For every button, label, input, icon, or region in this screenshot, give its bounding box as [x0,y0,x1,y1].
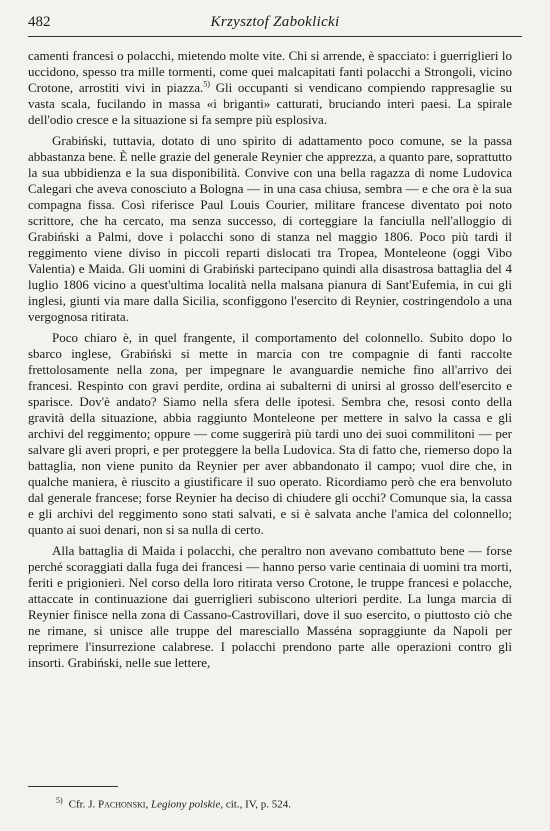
body-text [28,48,512,676]
footnote-prefix: Cfr. J. [68,798,99,811]
paragraph-text: camenti francesi o polacchi, mietendo molte vite. Chi si arrende, è spacciato: i guerriglieri lo uccidono, spesso tra mille tormenti, come quei malcapitati fanti polacchi a Strongoli, vicino Crotone, arrostiti vivi in piazza. [28,48,512,95]
footnote-author: Pachonski [98,798,146,811]
footnote-separator: , [145,798,151,811]
footnote [56,796,291,811]
footnote-number: 5) [56,796,63,805]
footnote-suffix: , cit., IV, p. 524. [220,798,292,811]
page-number: 482 [28,14,51,30]
footnote-rule [28,786,118,787]
running-head: Krzysztof Zaboklicki [210,14,340,30]
paragraph: Alla battaglia di Maida i polacchi, che peraltro non avevano combattuto bene — forse perché scoraggiati dalla fuga dei francesi — hanno perso varie centinaia di uomini tra morti, feriti e prigionieri. Nel corso della loro ritirata verso Crotone, le truppe francesi e polacche, attaccate in continuazione dai guerriglieri subiscono ulteriori perdite. La lunga marcia di Reynier finisce nella zona di Cassano-Castrovillari, dove il suo esercito, o piuttosto ciò che ne rimane, si unisce alle truppe del maresciallo Masséna sopraggiunte da Napoli per reprimere l'insurrezione calabrese. I polacchi prendono parte alle operazioni contro gli insorti. Grabiński, nelle sue lettere, [28,543,512,670]
paragraph: Grabiński, tuttavia, dotato di uno spirito di adattamento poco comune, se la passa abbastanza bene. È nelle grazie del generale Reynier che apprezza, a quanto pare, soprattutto la sua ubbidienza e la sua disponibilità. Convive con una bella ragazza di nome Ludovica Calegari che aveva conosciuto a Bologna — in una casa chiusa, sembra — e che ora è la sua compagna fissa. Così riferisce Paul Louis Courier, militare francese diventato poi noto scrittore, che ha cercato, ma senza successo, di corteggiare la fanciulla nell'alloggio di Grabiński a Palmi, dove i polacchi sono di stanza nel maggio 1806. Poco più tardi il reggimento viene diviso in piccoli reparti dislocati tra Tropea, Monteleone (oggi Vibo Valentia) e Maida. Gli uomini di Grabiński partecipano quindi alla disastrosa battaglia del 4 luglio 1806 vicino a quest'ultima località nella malsana pianura di Sant'Eufemia, in cui gli inglesi, giunti via mare dalla Sicilia, sconfiggono l'esercito di Reynier, costringendolo a una vergognosa ritirata. [28,133,512,324]
paragraph [28,48,512,128]
footnote-ref: 5) [203,79,210,89]
paragraph: Poco chiaro è, in quel frangente, il comportamento del colonnello. Subito dopo lo sbarco inglese, Grabiński si mette in marcia con tre compagnie di fanti raccolte frettolosamente nella zona, per impegnare le avanguardie nemiche fino all'arrivo dei francesi. Respinto con gravi perdite, ordina ai subalterni di unirsi al grosso dell'esercito e sparisce. Dov'è andato? Siamo nella sfera delle ipotesi. Sembra che, resosi conto della gravità della situazione, abbia raggiunto Monteleone per mettere in salvo la cassa e gli archivi del reggimento; oppure — come suggerirà più tardi uno dei suoi commilitoni — per salvare gli averi propri, e per proteggere la bella Ludovica. Sta di fatto che, riemerso dopo la battaglia, non viene punito da Reynier per aver abbandonato il campo; vuol dire che, in qualche maniera, è riuscito a giustificare il suo operato. Ricordiamo però che era benvoluto dal generale francese; forse Reynier ha deciso di chiudere gli occhi? Comunque sia, la cassa e gli archivi del reggimento sono stati salvati, e si è salvata anche l'amica del colonnello; quanto ai suoi denari, non si sa nulla di certo. [28,330,512,537]
footnote-title: Legiony polskie [150,798,221,811]
page-header [28,12,522,37]
paragraph-text: Gli occupanti si vendicano compiendo rappresaglie su vasta scala, fucilando in massa «i briganti» catturati, bruciando interi paesi. La spirale dell'odio cresce e la situazione si fa sempre più esplosiva. [28,80,512,127]
